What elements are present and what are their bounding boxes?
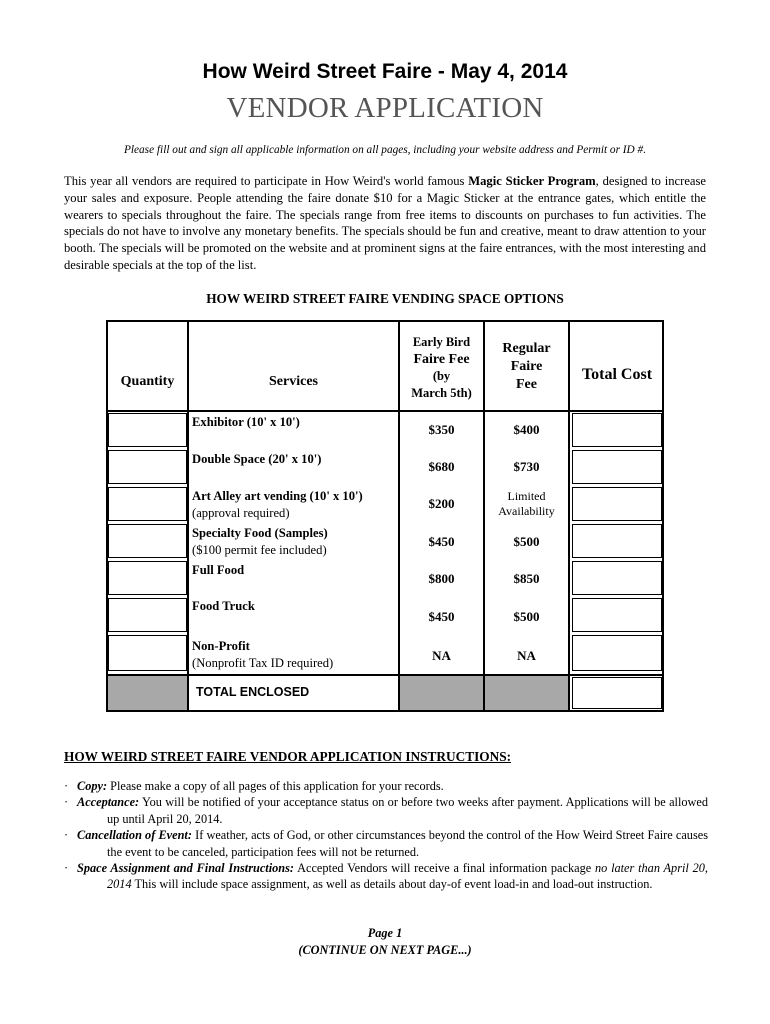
intro-text-1: This year all vendors are required to participate in How Weird's world famous	[64, 174, 469, 188]
total-input-specialty-food[interactable]	[572, 524, 662, 558]
total-input-non-profit[interactable]	[572, 635, 662, 671]
header-total-cost: Total Cost	[581, 366, 653, 383]
total-input-exhibitor[interactable]	[572, 413, 662, 447]
quantity-input-double-space[interactable]	[108, 450, 187, 484]
service-full-food	[192, 562, 244, 579]
instruction-label: Cancellation of Event:	[77, 828, 192, 843]
regular-price: $400	[513, 422, 540, 437]
service-label: Exhibitor (10' x 10')	[192, 415, 300, 429]
instructions-heading: HOW WEIRD STREET FAIRE VENDOR APPLICATION INSTRUCTIONS:	[64, 749, 512, 764]
service-exhibitor	[192, 414, 300, 431]
page-number: Page 1	[367, 926, 403, 940]
vending-options-table	[106, 320, 664, 712]
service-double-space	[192, 451, 321, 468]
quantity-input-art-alley[interactable]	[108, 487, 187, 521]
instruction-item	[64, 860, 708, 893]
service-food-truck	[192, 598, 255, 615]
header-early-line: Faire Fee	[413, 352, 470, 367]
total-input-double-space[interactable]	[572, 450, 662, 484]
quantity-input-non-profit[interactable]	[108, 635, 187, 671]
options-heading: HOW WEIRD STREET FAIRE VENDING SPACE OPTIONS	[206, 291, 564, 306]
header-regular-line: Fee	[516, 377, 537, 392]
service-note: (approval required)	[192, 505, 290, 520]
quantity-input-food-truck[interactable]	[108, 598, 187, 632]
early-price: $350	[428, 422, 455, 437]
table-divider	[108, 410, 662, 412]
instruction-label: Space Assignment and Final Instructions:	[77, 861, 295, 876]
intro-paragraph	[64, 173, 706, 274]
bullet: ·	[64, 779, 69, 793]
service-non-profit	[192, 638, 333, 671]
early-price: $450	[428, 609, 455, 624]
regular-price: $850	[513, 571, 540, 586]
instruction-label: Acceptance:	[77, 795, 140, 810]
header-regular-line: Faire	[510, 359, 543, 374]
header-early-line: March 5th)	[411, 386, 472, 400]
instruction-item	[64, 794, 708, 827]
regular-price: $500	[513, 609, 540, 624]
total-row-shaded	[108, 676, 187, 710]
instruction-label: Copy:	[77, 779, 108, 793]
total-enclosed-label: TOTAL ENCLOSED	[196, 685, 310, 699]
service-label: Double Space (20' x 10')	[192, 452, 322, 466]
header-regular	[485, 340, 568, 394]
instruction-text: If weather, acts of God, or other circumstances beyond the control of the How Weird Street Faire causes the event to be canceled, participation fees will not be returned.	[107, 828, 708, 859]
quantity-input-full-food[interactable]	[108, 561, 187, 595]
regular-price: NA	[517, 648, 536, 663]
instruction-body	[77, 794, 708, 827]
regular-price: $500	[513, 534, 540, 549]
page-title: How Weird Street Faire - May 4, 2014	[202, 60, 568, 83]
service-label: Full Food	[192, 563, 245, 577]
instruction-item	[64, 827, 708, 860]
bullet: ·	[64, 861, 69, 876]
instruction-body	[77, 827, 708, 860]
header-quantity: Quantity	[120, 374, 175, 389]
early-price: $680	[428, 459, 455, 474]
header-services: Services	[269, 374, 318, 389]
instruction-text: This will include space assignment, as well as details about day-of event load-in and load-out instruction.	[131, 877, 653, 892]
regular-price: $730	[513, 459, 540, 474]
early-price: $800	[428, 571, 455, 586]
regular-availability	[485, 489, 568, 519]
total-enclosed-input[interactable]	[572, 677, 662, 709]
availability-line: Availability	[498, 504, 555, 518]
continue-note: (CONTINUE ON NEXT PAGE...)	[298, 943, 472, 957]
instruction-deadline: no later than April 20, 2014	[107, 861, 708, 892]
early-price: $450	[428, 534, 455, 549]
instruction-body	[77, 778, 708, 794]
early-price: $200	[428, 496, 455, 511]
service-note: ($100 permit fee included)	[192, 542, 327, 557]
service-specialty-food	[192, 525, 328, 558]
instruction-item	[64, 778, 708, 794]
header-early-line: (by	[432, 369, 451, 383]
instruction-text: You will be notified of your acceptance status on or before two weeks after payment. Applications will be allowed up until April 20, 2014.	[107, 795, 708, 826]
total-row-shaded	[485, 676, 568, 710]
instruction-body	[77, 860, 708, 893]
instructions-list	[64, 778, 708, 893]
availability-line: Limited	[507, 489, 546, 503]
header-regular-line: Regular	[502, 341, 551, 356]
service-art-alley	[192, 488, 363, 521]
quantity-input-exhibitor[interactable]	[108, 413, 187, 447]
page-subtitle: VENDOR APPLICATION	[226, 92, 544, 124]
intro-text-2: , designed to increase your sales and exposure. People attending the faire donate $10 for a Magic Sticker at the entrance gates, which entitle the wearers to specials throughout the faire. The specials range from free items to discounts on purchases to fun activities. The specials do not have to involve any monetary benefits. The specials should be fun and creative, meant to draw attention to your booth. The specials will be promoted on the website and at prominent signs at the faire entrances, with the most interesting and desirable specials at the top of the list.	[64, 174, 707, 272]
total-input-art-alley[interactable]	[572, 487, 662, 521]
service-label: Food Truck	[192, 599, 255, 613]
bullet: ·	[64, 795, 69, 810]
total-row-shaded	[400, 676, 483, 710]
early-price: NA	[432, 648, 451, 663]
header-early-line: Early Bird	[412, 335, 471, 349]
service-label: Non-Profit	[192, 639, 250, 653]
service-label: Art Alley art vending (10' x 10')	[192, 489, 363, 503]
fill-out-note: Please fill out and sign all applicable information on all pages, including your website address and Permit or ID #.	[123, 144, 647, 156]
table-divider	[108, 674, 662, 676]
service-note: (Nonprofit Tax ID required)	[192, 655, 334, 670]
service-label: Specialty Food (Samples)	[192, 526, 328, 540]
magic-sticker-program: Magic Sticker Program	[468, 174, 596, 188]
bullet: ·	[64, 828, 69, 843]
instruction-text: Accepted Vendors will receive a final information package	[294, 861, 595, 876]
header-early-bird	[400, 334, 483, 402]
total-input-food-truck[interactable]	[572, 598, 662, 632]
total-input-full-food[interactable]	[572, 561, 662, 595]
instruction-text: Please make a copy of all pages of this application for your records.	[107, 779, 444, 793]
quantity-input-specialty-food[interactable]	[108, 524, 187, 558]
